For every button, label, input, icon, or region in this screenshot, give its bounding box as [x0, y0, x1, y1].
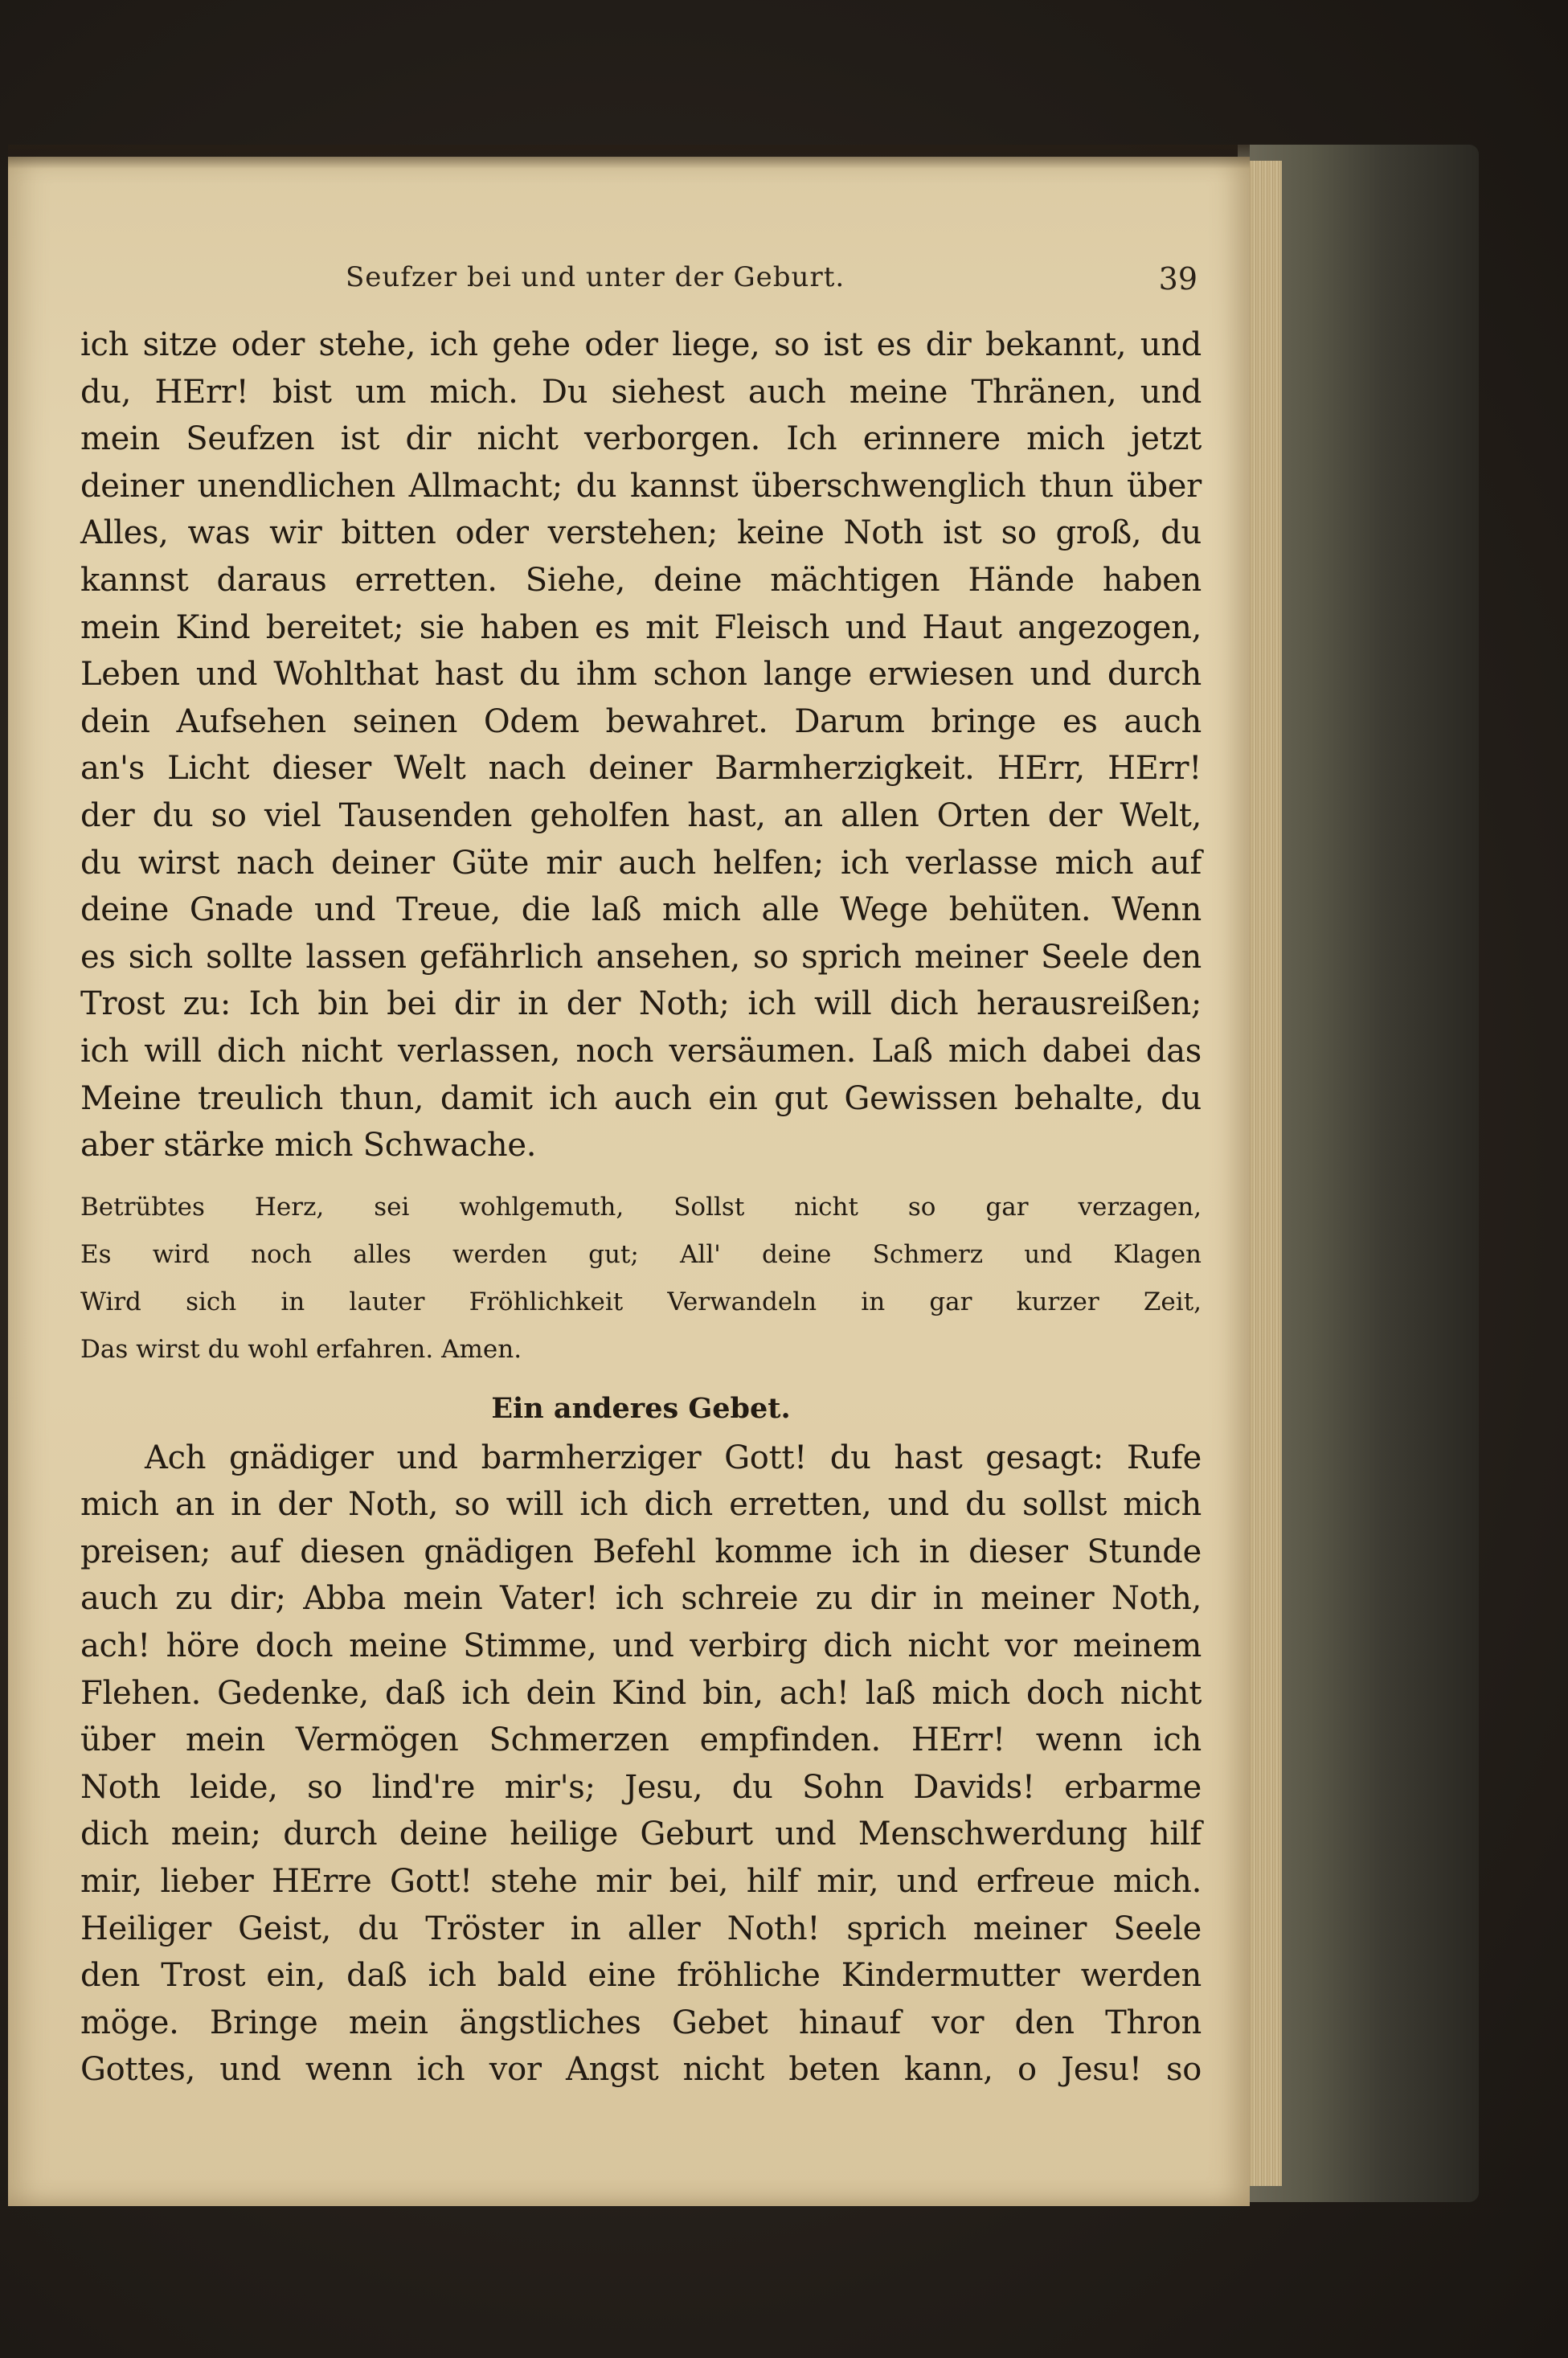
text-line: Trost zu: Ich bin bei dir in der Noth; ich will dich herausreißen;: [80, 985, 1202, 1023]
running-head: Seufzer bei und unter der Geburt.: [346, 261, 845, 293]
text-line: Alles, was wir bitten oder verstehen; keine Noth ist so groß, du: [80, 514, 1202, 552]
text-line: Leben und Wohlthat hast du ihm schon lange erwiesen und durch: [80, 656, 1202, 694]
verse-line: Es wird noch alles werden gut; All' deine Schmerz und Klagen: [80, 1239, 1202, 1269]
page-top-shadow: [8, 145, 1250, 169]
text-line: Flehen. Gedenke, daß ich dein Kind bin, ach! laß mich doch nicht: [80, 1674, 1202, 1712]
text-line: Gottes, und wenn ich vor Angst nicht beten kann, o Jesu! so: [80, 2051, 1202, 2089]
page-body: [80, 321, 1202, 2094]
text-line: den Trost ein, daß ich bald eine fröhliche Kindermutter werden: [80, 1957, 1202, 1995]
text-line: dein Aufsehen seinen Odem bewahret. Darum bringe es auch: [80, 702, 1202, 740]
text-line: mir, lieber HErre Gott! stehe mir bei, hilf mir, und erfreue mich.: [80, 1863, 1202, 1901]
text-line: es sich sollte lassen gefährlich ansehen, so sprich meiner Seele den: [80, 938, 1202, 976]
section-heading: Ein anderes Gebet.: [491, 1391, 791, 1425]
hymn-verse: [80, 1184, 1202, 1373]
text-line: Ach gnädiger und barmherziger Gott! du hast gesagt: Rufe: [145, 1439, 1202, 1476]
text-line: aber stärke mich Schwache.: [80, 1127, 537, 1165]
text-line: auch zu dir; Abba mein Vater! ich schreie zu dir in meiner Noth,: [80, 1580, 1202, 1618]
text-line: du, HErr! bist um mich. Du siehest auch meine Thränen, und: [80, 373, 1202, 411]
paragraph-1: [80, 321, 1202, 1169]
text-line: deine Gnade und Treue, die laß mich alle Wege behüten. Wenn: [80, 891, 1202, 929]
text-line: über mein Vermögen Schmerzen empfinden. HErr! wenn ich: [80, 1721, 1202, 1759]
text-line: an's Licht dieser Welt nach deiner Barmherzigkeit. HErr, HErr!: [80, 750, 1202, 788]
text-line: möge. Bringe mein ängstliches Gebet hinauf vor den Thron: [80, 2004, 1202, 2041]
text-line: ich sitze oder stehe, ich gehe oder liege, so ist es dir bekannt, und: [80, 326, 1202, 363]
text-line: Noth leide, so lind're mir's; Jesu, du Sohn Davids! erbarme: [80, 1768, 1202, 1806]
text-line: preisen; auf diesen gnädigen Befehl komme ich in dieser Stunde: [80, 1533, 1202, 1570]
text-line: ich will dich nicht verlassen, noch versäumen. Laß mich dabei das: [80, 1032, 1202, 1070]
verse-line: Das wirst du wohl erfahren. Amen.: [80, 1334, 522, 1364]
text-line: mich an in der Noth, so will ich dich erretten, und du sollst mich: [80, 1486, 1202, 1524]
verse-line: Betrübtes Herz, sei wohlgemuth, Sollst nicht so gar verzagen,: [80, 1192, 1202, 1222]
text-line: der du so viel Tausenden geholfen hast, an allen Orten der Welt,: [80, 796, 1202, 834]
page-header: [80, 261, 1197, 301]
verse-line: Wird sich in lauter Fröhlichkeit Verwandeln in gar kurzer Zeit,: [80, 1287, 1202, 1316]
text-line: du wirst nach deiner Güte mir auch helfen; ich verlasse mich auf: [80, 844, 1202, 882]
text-line: mein Seufzen ist dir nicht verborgen. Ich erinnere mich jetzt: [80, 420, 1202, 458]
text-line: kannst daraus erretten. Siehe, deine mächtigen Hände haben: [80, 561, 1202, 599]
text-line: Meine treulich thun, damit ich auch ein gut Gewissen behalte, du: [80, 1079, 1202, 1117]
page-number: 39: [1158, 261, 1197, 297]
text-line: ach! höre doch meine Stimme, und verbirg dich nicht vor meinem: [80, 1627, 1202, 1665]
text-line: Heiliger Geist, du Tröster in aller Noth! sprich meiner Seele: [80, 1910, 1202, 1947]
text-line: dich mein; durch deine heilige Geburt und Menschwerdung hilf: [80, 1816, 1202, 1853]
text-line: mein Kind bereitet; sie haben es mit Fleisch und Haut angezogen,: [80, 608, 1202, 646]
paragraph-2: [80, 1435, 1202, 2094]
text-line: deiner unendlichen Allmacht; du kannst überschwenglich thun über: [80, 467, 1202, 505]
